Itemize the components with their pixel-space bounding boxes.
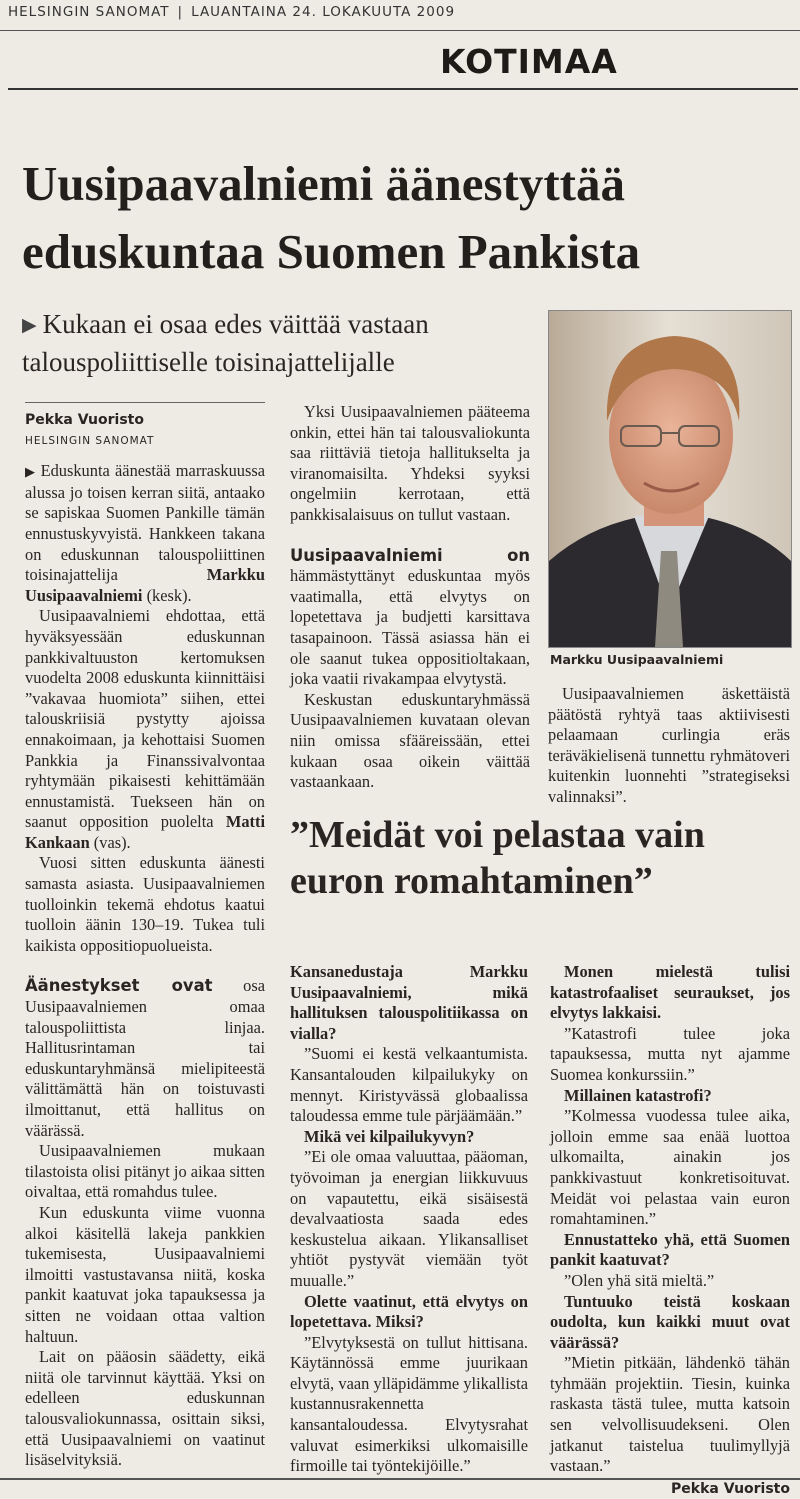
article-column-3 bbox=[548, 684, 790, 808]
article-column-1 bbox=[25, 410, 265, 1471]
paragraph: Uusipaavalniemen äskettäistä päätöstä ryhtyä taas aktiivisesti pelaamaan curlingia eräs teräväkielisenä tunnettu ryhmätoveri kuitenkin luonnehti ”strategiseksi valinnaksi”. bbox=[548, 684, 790, 806]
triangle-right-icon: ▶ bbox=[22, 315, 37, 336]
text: Uusipaavalniemi ehdottaa, että hyväksyessään eduskunnan pankkivaltuuston kertomuksen vuodelta 2008 eduskunta kiinnittäisi ”vakavaa huomiota” siihen, ettei talouskriisiä pystytty ajoissa ennakoimaan, ja kehottaisi Suomen Pankkia ja Finanssivalvontaa ryhtymään pikaisesti kehittämään ennustamistä. Tuekseen hän on saanut opposition puolelta bbox=[25, 606, 265, 832]
section-rule bbox=[8, 88, 798, 90]
interview-answer: ”Suomi ei kestä velkaantumista. Kansantalouden kilpailukyky on mennyt. Kiristyvässä globaalissa taloudessa emme tule pärjäämään.” bbox=[290, 1044, 528, 1126]
interview-question: Tuntuuko teistä koskaan oudolta, kun kaikki muut ovat väärässä? bbox=[550, 1291, 790, 1352]
paragraph bbox=[290, 546, 530, 690]
headline: Uusipaavalniemi äänestyttää eduskuntaa Suomen Pankista bbox=[22, 156, 641, 279]
subhead bbox=[22, 306, 542, 380]
interview-question: Ennustatteko yhä, että Suomen pankit kaatuvat? bbox=[550, 1229, 790, 1270]
portrait-image bbox=[549, 311, 791, 647]
bottom-rule bbox=[0, 1478, 800, 1480]
paragraph: Kun eduskunta viime vuonna alkoi käsitellä lakeja pankkien tukemisesta, Uusipaavalniemi ilmoitti vastustavansa niitä, koska pankit kaatuvat joka tapauksessa ja sitten ne voidaan ottaa valtion haltuun. bbox=[25, 1202, 265, 1346]
paragraph: Keskustan eduskuntaryhmässä Uusipaavalniemen kuvataan olevan niin omissa sfääreissään, ettei kukaan osaa oikein väittää vastaankaan. bbox=[290, 689, 530, 792]
interview-answer: ”Mietin pitkään, lähdenkö tähän tyhmään projektiin. Tiesin, kuinka raskasta tästä tulee, mutta katsoin sen velvollisuudekseni. Olen jatkanut taistelua tuulimyllyjä vastaan.” bbox=[550, 1353, 790, 1476]
photo-caption: Markku Uusipaavalniemi bbox=[550, 652, 724, 667]
interview-column-right bbox=[550, 962, 790, 1499]
interview-answer: ”Ei ole omaa valuuttaa, pääoman, työvoiman ja energian liikkuvuus on vapautettu, eikä sisäisestä devalvaatiosta saada edes keskustelua aikaan. Ylikansalliset yhtiöt pystyvät viemään työt muualle.” bbox=[290, 1147, 528, 1290]
portrait-photo bbox=[548, 310, 792, 648]
text: hämmästyttänyt eduskuntaa myös vaatimalla, että elvytys on lopetettava ja budjetti karsittava tasapainoon. Tässä asiassa hän ei ole saanut tukea oppositioltakaan, joka vaatii rivakampaa elvytystä. bbox=[290, 566, 530, 689]
text: (vas). bbox=[89, 832, 131, 852]
interview-question: Monen mielestä tulisi katastrofaaliset seuraukset, jos elvytys lakkaisi. bbox=[550, 962, 790, 1023]
masthead bbox=[8, 4, 455, 20]
subheading-lead: Uusipaavalniemi on bbox=[290, 545, 530, 565]
byline-author: Pekka Vuoristo bbox=[25, 412, 144, 428]
interview-answer: ”Kolmessa vuodessa tulee aika, jolloin emme saa enää luottoa ulkomailta, ainakin jos pankkivastuut konkretisoituvat. Meidät voi pelastaa vain euron romahtaminen.” bbox=[550, 1106, 790, 1229]
section-title: KOTIMAA bbox=[440, 42, 618, 81]
text: (kesk). bbox=[142, 585, 192, 605]
interview-answer: ”Elvytyksestä on tullut hittisana. Käytännössä emme juurikaan elvytä, vaan ylläpidämme ylikallista kustannusrakennetta kansantaloudessa. Elvytysrahat valuvat esimerkiksi ulkomaisille firmoille tai työntekijöille.” bbox=[290, 1332, 528, 1476]
issue-date: LAUANTAINA 24. LOKAKUUTA 2009 bbox=[191, 4, 456, 20]
interview-answer: ”Katastrofi tulee joka tapauksessa, mutta nyt ajamme Suomea konkurssiin.” bbox=[550, 1023, 790, 1084]
interview-question: Olette vaatinut, että elvytys on lopetettava. Miksi? bbox=[290, 1291, 528, 1332]
paragraph: Yksi Uusipaavalniemen pääteema onkin, ettei hän tai talousvaliokunta saa riittäviä tietoja hallitukselta ja viranomaisilta. Yhdeksi syyksi ongelmiin kerrotaan, että pankkisalaisuus on tullut vastaan. bbox=[290, 402, 530, 524]
paper-name: HELSINGIN SANOMAT bbox=[8, 4, 170, 20]
interview-question: Kansanedustaja Markku Uusipaavalniemi, mikä hallituksen talouspolitiikassa on vialla? bbox=[290, 962, 528, 1043]
interview-question: Mikä vei kilpailukyvyn? bbox=[304, 1126, 475, 1146]
signature-author: Pekka Vuoristo bbox=[671, 1480, 790, 1497]
interview-answer: ”Olen yhä sitä mieltä.” bbox=[564, 1270, 715, 1290]
column-rule bbox=[25, 402, 265, 403]
article-column-2 bbox=[290, 402, 530, 793]
person-name: Matti Kankaan bbox=[25, 812, 265, 852]
masthead-separator: | bbox=[177, 4, 184, 20]
lead-paragraph bbox=[25, 461, 265, 606]
interview-headline: ”Meidät voi pelastaa vain euron romahtaminen” bbox=[290, 814, 705, 902]
person-name: Markku Uusipaavalniemi bbox=[25, 565, 265, 605]
byline-paper: HELSINGIN SANOMAT bbox=[25, 434, 155, 447]
paragraph: Uusipaavalniemen mukaan tilastoista olisi pitänyt jo aikaa sitten oivaltaa, että romahdus tulee. bbox=[25, 1141, 265, 1202]
paragraph bbox=[25, 976, 265, 1141]
interview-column-left bbox=[290, 962, 528, 1477]
paragraph: Lait on pääosin säädetty, eikä niitä ole tarvinnut käyttää. Yksi on edelleen eduskunnan talousvaliokunnassa, osittain siksi, että Uusipaavalniemi on vaatinut lisäselvityksiä. bbox=[25, 1347, 265, 1470]
interview-question: Millainen katastrofi? bbox=[564, 1085, 712, 1105]
subhead-text: Kukaan ei osaa edes väittää vastaan talouspoliittiselle toisinajattelijalle bbox=[22, 309, 429, 377]
paragraph: Vuosi sitten eduskunta äänesti samasta asiasta. Uusipaavalniemen tuolloinkin tekemä ehdotus kaatui tuolloin äänin 130–19. Tukea tuli kaikista oppositiopuolueista. bbox=[25, 853, 265, 955]
text: Eduskunta äänestää marraskuussa alussa jo toisen kerran siitä, antaako se sapiskaa Suomen Pankille tämän ennustuskyvyistä. Hankkeen takana on eduskunnan talouspoliittinen toisinajattelija bbox=[25, 461, 266, 585]
text: osa Uusipaavalniemen omaa talouspoliittista linjaa. Hallitusrintaman tai eduskuntaryhmänsä mielipiteestä välittämättä hän on toistuvasti ilmoittanut, että hallitus on väärässä. bbox=[25, 976, 266, 1140]
top-rule bbox=[0, 30, 800, 31]
triangle-right-icon: ▶ bbox=[25, 464, 41, 480]
paragraph bbox=[25, 606, 265, 853]
subheading-lead: Äänestykset ovat bbox=[25, 976, 213, 996]
